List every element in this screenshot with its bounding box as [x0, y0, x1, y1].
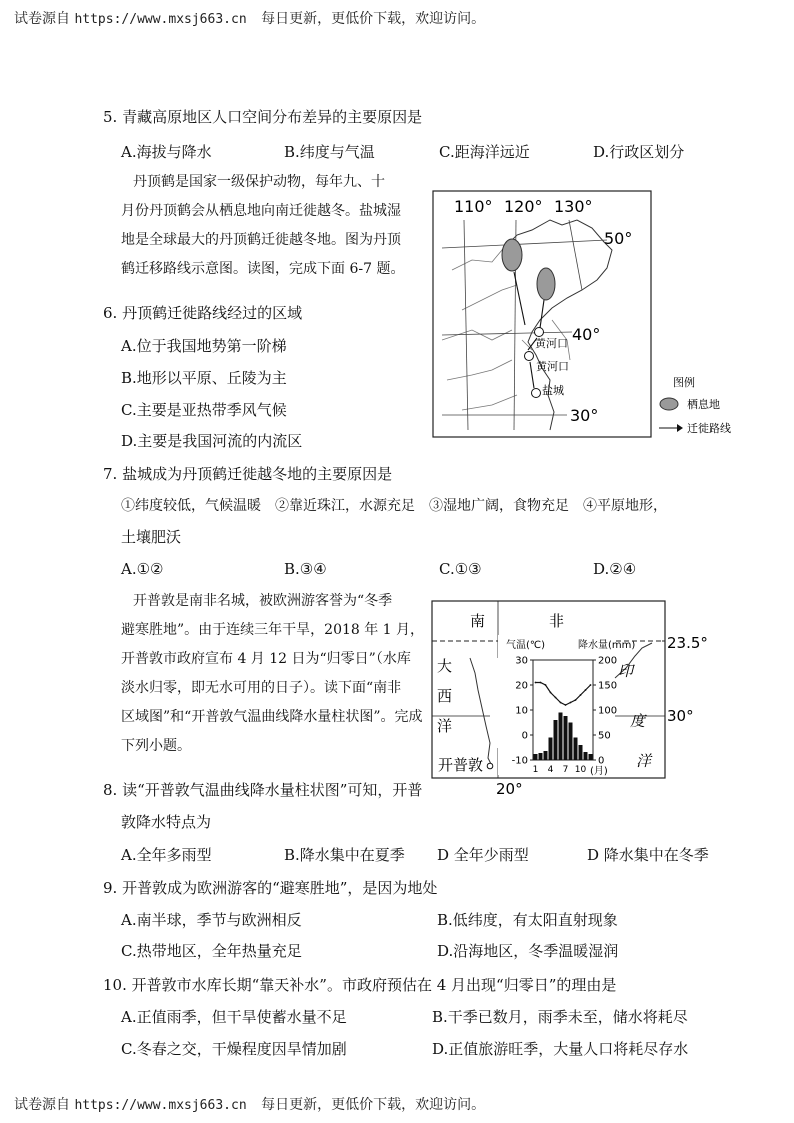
precip-bar [559, 713, 563, 761]
temperature-point [570, 702, 572, 704]
header-source-label: 试卷源自 [14, 11, 70, 27]
passage-cape-town-line: 区域图”和“开普敦气温曲线降水量柱状图”。完成 [121, 709, 423, 725]
month-tick-label: 1 [532, 765, 539, 775]
question-7-option-a: A.①② [121, 560, 164, 578]
question-7-statements: ①纬度较低，气候温暖 ②靠近珠江，水源充足 ③湿地广阔，食物充足 ④平原地形， [121, 498, 667, 514]
question-5-stem: 5. 青藏高原地区人口空间分布差异的主要原因是 [103, 108, 423, 126]
place-label: 黄河口 [535, 337, 568, 350]
place-marker [525, 352, 534, 361]
footer-url-link[interactable]: https://www.mxsj663.cn [74, 1098, 247, 1113]
legend-habitat-swatch [660, 398, 678, 410]
passage-crane-line: 月份丹顶鹤会从栖息地向南迁徙越冬。盐城湿 [121, 203, 401, 219]
crane-migration-map [432, 190, 762, 440]
footer-source-label: 试卷源自 [14, 1097, 70, 1113]
question-6-option-b: B.地形以平原、丘陵为主 [121, 369, 287, 387]
temperature-point [565, 704, 567, 706]
precip-tick-label: 150 [598, 680, 618, 692]
question-8-option-b: B.降水集中在夏季 [284, 846, 405, 864]
question-9-option-c: C.热带地区，全年热量充足 [121, 942, 302, 960]
temperature-point [550, 692, 552, 694]
habitat-west [502, 239, 522, 271]
precip-bar [589, 754, 593, 760]
label-atlantic-1: 大 [437, 657, 453, 675]
question-5-option-a: A.海拔与降水 [121, 143, 212, 161]
question-10-option-b: B.干季已数月，雨季未至，储水将耗尽 [432, 1008, 688, 1026]
month-tick-label: 7 [562, 765, 569, 775]
label-lat-30: 30° [667, 707, 694, 725]
precip-tick-label: 50 [598, 730, 611, 742]
temp-tick-label: 0 [521, 730, 528, 742]
place-label-yancheng: 盐城 [542, 384, 564, 397]
question-5-option-b: B.纬度与气温 [284, 143, 375, 161]
legend-title: 图例 [673, 376, 695, 389]
lon-label-130: 130° [554, 197, 593, 216]
lon-label-120: 120° [504, 197, 543, 216]
passage-crane-line: 鹤迁移路线示意图。读图，完成下面 6-7 题。 [121, 261, 405, 277]
question-5-option-d: D.行政区划分 [593, 143, 685, 161]
route-east [540, 300, 544, 328]
label-indian-1: 印 [618, 662, 634, 680]
temperature-point [535, 682, 537, 684]
question-10-option-c: C.冬春之交，干燥程度因旱情加剧 [121, 1040, 347, 1058]
precip-tick-label: 200 [598, 655, 618, 667]
page-footer [14, 1094, 485, 1114]
temperature-point [590, 684, 592, 686]
precip-axis-label: 降水量(mm) [578, 640, 636, 651]
temperature-point [540, 682, 542, 684]
label-indian-2: 度 [630, 712, 646, 730]
passage-cape-town-line: 开普敦是南非名城，被欧洲游客誉为“冬季 [133, 593, 393, 609]
label-cape-town: 开普敦 [438, 756, 484, 774]
west-coastline [470, 658, 492, 766]
lat-label-50: 50° [604, 229, 633, 248]
precip-tick-label: 0 [598, 755, 605, 767]
footer-slogan: 每日更新，更低价下载，欢迎访问。 [261, 1097, 486, 1113]
label-lon-20: 20° [496, 780, 523, 798]
question-9-stem: 9. 开普敦成为欧洲游客的“避寒胜地”，是因为地处 [103, 879, 438, 897]
label-atlantic-2: 西 [437, 687, 453, 705]
precip-bar [564, 716, 568, 760]
lat-label-30: 30° [570, 406, 599, 425]
question-9-option-b: B.低纬度，有太阳直射现象 [437, 911, 618, 929]
label-africa: 非 [549, 612, 565, 630]
temp-tick-label: -10 [511, 755, 528, 767]
passage-cape-town-line: 避寒胜地”。由于连续三年干旱，2018 年 1 月， [121, 622, 425, 638]
passage-cape-town-line: 淡水归零，即无水可用的日子）。读下面“南非 [121, 680, 402, 696]
question-6-option-d: D.主要是我国河流的内流区 [121, 432, 303, 450]
meridian-110 [464, 220, 468, 430]
temp-tick-label: 10 [515, 705, 528, 717]
temperature-point [585, 689, 587, 691]
precip-bar [574, 738, 578, 761]
precip-bar [549, 738, 553, 761]
question-8-stem-cont: 敦降水特点为 [121, 813, 212, 831]
cape-town-climate-chart [498, 635, 635, 777]
question-7-option-d: D.②④ [593, 560, 637, 578]
temperature-point [560, 702, 562, 704]
meridian-130 [569, 220, 582, 290]
temperature-point [545, 684, 547, 686]
precip-bar [544, 751, 548, 760]
passage-crane-line: 丹顶鹤是国家一级保护动物，每年九、十 [133, 174, 385, 190]
route-south-2 [530, 362, 534, 388]
lat-label-40: 40° [572, 325, 601, 344]
question-8-option-a: A.全年多雨型 [121, 846, 212, 864]
question-6-option-a: A.位于我国地势第一阶梯 [121, 337, 287, 355]
label-south: 南 [470, 612, 486, 630]
question-6-option-c: C.主要是亚热带季风气候 [121, 401, 287, 419]
header-slogan: 每日更新，更低价下载，欢迎访问。 [261, 11, 486, 27]
temperature-point [575, 699, 577, 701]
page-header [14, 8, 485, 28]
province-borders [442, 250, 517, 410]
habitat-east [537, 268, 555, 300]
label-lat-tropic: 23.5° [667, 634, 708, 652]
temperature-point [555, 697, 557, 699]
precip-bar [579, 745, 583, 760]
passage-cape-town-line: 下列小题。 [121, 738, 191, 754]
label-indian-3: 洋 [636, 752, 652, 770]
header-url-link[interactable]: https://www.mxsj663.cn [74, 12, 247, 27]
question-10-stem: 10. 开普敦市水库长期“靠天补水”。市政府预估在 4 月出现“归零日”的理由是 [103, 976, 617, 994]
precip-bar [584, 752, 588, 760]
parallel-50 [442, 240, 607, 248]
passage-cape-town [121, 587, 426, 761]
cape-town-marker [487, 763, 493, 769]
place-marker [532, 389, 541, 398]
x-unit-label: (月) [590, 766, 608, 777]
legend-arrow-head [677, 424, 683, 432]
south-africa-map [430, 598, 715, 798]
precip-bar [534, 754, 538, 760]
precip-bar [569, 723, 573, 761]
question-6-stem: 6. 丹顶鹤迁徙路线经过的区域 [103, 304, 303, 322]
question-7-option-b: B.③④ [284, 560, 327, 578]
legend-habitat-label: 栖息地 [687, 398, 720, 411]
question-10-option-d: D.正值旅游旺季，大量人口将耗尽存水 [432, 1040, 689, 1058]
question-8-option-c: D 全年少雨型 [437, 846, 529, 864]
precip-bar [539, 753, 543, 760]
question-7-stem: 7. 盐城成为丹顶鹤迁徙越冬地的主要原因是 [103, 465, 393, 483]
question-8-stem: 8. 读“开普敦气温曲线降水量柱状图”可知，开普 [103, 781, 423, 799]
temp-tick-label: 30 [515, 655, 528, 667]
label-atlantic-3: 洋 [437, 717, 453, 735]
month-tick-label: 4 [547, 765, 554, 775]
question-10-option-a: A.正值雨季，但干旱使蓄水量不足 [121, 1008, 347, 1026]
precip-tick-label: 100 [598, 705, 618, 717]
temp-tick-label: 20 [515, 680, 528, 692]
passage-crane [121, 168, 421, 284]
temperature-point [580, 694, 582, 696]
question-5-option-c: C.距海洋远近 [439, 143, 530, 161]
lon-label-110: 110° [454, 197, 493, 216]
passage-cape-town-line: 开普敦市政府宣布 4 月 12 日为“归零日”（水库 [121, 651, 411, 667]
temp-axis-label: 气温(℃) [506, 640, 546, 651]
legend-route-label: 迁徙路线 [687, 422, 731, 435]
question-7-statements-cont: 土壤肥沃 [121, 528, 182, 546]
question-9-option-d: D.沿海地区，冬季温暖湿润 [437, 942, 619, 960]
place-marker [535, 328, 544, 337]
passage-crane-line: 地是全球最大的丹顶鹤迁徙越冬地。图为丹顶 [121, 232, 401, 248]
question-8-option-d: D 降水集中在冬季 [587, 846, 709, 864]
month-tick-label: 10 [574, 765, 587, 775]
precip-bar [554, 720, 558, 760]
question-7-option-c: C.①③ [439, 560, 482, 578]
place-label: 黄河口 [536, 360, 569, 373]
question-9-option-a: A.南半球，季节与欧洲相反 [121, 911, 302, 929]
